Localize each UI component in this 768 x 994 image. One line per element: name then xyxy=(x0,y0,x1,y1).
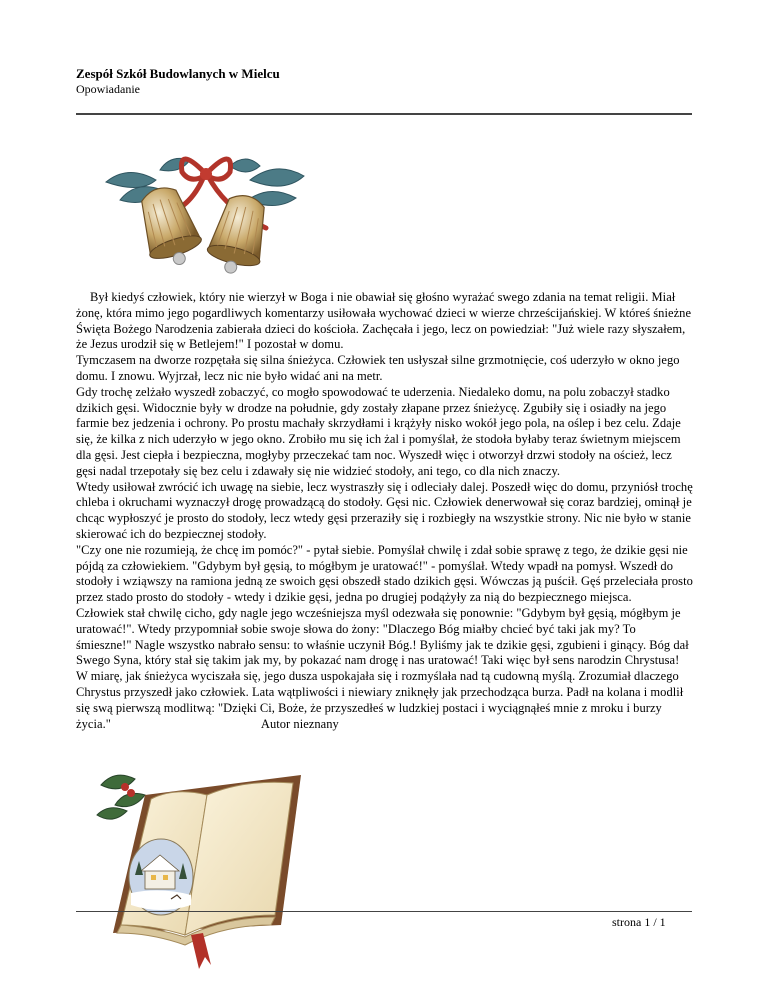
page-number: strona 1 / 1 xyxy=(612,915,666,929)
header-divider xyxy=(76,113,692,115)
document-header xyxy=(76,66,692,97)
story-paragraph-text: W miarę, jak śnieżyca wyciszała się, jego dusza uspokajała się i rozmyślała nad tą cudowną myślą. Zrozumiał dlaczego Chrystus przyszedł jako człowiek. Lata wątpliwości i niewiary zniknęły jak przechodząca burza. Padł na kolana i modlił się swą pierwszą modlitwą: "Dzięki Ci, Boże, że przyszedłeś w ludzkiej postaci i wyciągnąłeś mnie z mroku i burzy życia." xyxy=(76,669,684,731)
author-credit: Autor nieznany xyxy=(260,716,339,731)
school-name: Zespół Szkół Budowlanych w Mielcu xyxy=(76,66,280,81)
story-paragraph: Był kiedyś człowiek, który nie wierzył w Boga i nie obawiał się głośno wyrażać swego zdania na temat religii. Miał żonę, która mimo jego pogardliwych komentarzy usiłowała wychować dzieci w wierze chrześcijańskiej. W któreś śnieżne Święta Bożego Narodzenia zabierała dzieci do kościoła. Zachęcała i jego, lecz on powiedział: "Już wiele razy słyszałem, że Jezus urodził się w Betlejem!" I pozostał w domu. xyxy=(76,290,692,352)
story-paragraph: "Czy one nie rozumieją, że chcę im pomóc?" - pytał siebie. Pomyślał chwilę i zdał sobie sprawę z tego, że dzikie gęsi nie pójdą za człowiekiem. "Gdybym był gęsią, to mógłbym je uratować!" - pomyślał. Wtedy wpadł na pomysł. Wszedł do stodoły i wziąwszy na ramiona jedną ze swoich gęsi obszedł stado dzikich gęsi. Wówczas ją puścił. Gęś przeleciała prosto przez stado prosto do stodoły - wtedy i dzikie gęsi, jedna po drugiej podążyły za nią do bezpiecznego miejsca. xyxy=(76,542,693,605)
story-body xyxy=(76,290,694,732)
story-paragraph: Gdy trochę zelżało wyszedł zobaczyć, co mogło spowodować te uderzenia. Niedaleko domu, na polu zobaczył stadko dzikich gęsi. Widocznie były w drodze na południe, gdy zostały złapane przez śnieżycę. Zgubiły się i osiadły na jego farmie bez jedzenia i ochrony. Po prostu machały skrzydłami i krążyły nisko wokół jego pola, na oślep i bez celu. Zdaje się, że kilka z nich uderzyło w jego okno. Zrobiło mu się ich żal i pomyślał, że stodoła byłaby teraz świetnym miejscem dla gęsi. Jest ciepła i bezpieczna, mogłyby przeczekać tam noc. Wyszedł więc i otworzył drzwi stodoły na oścież, lecz gęsi nadal trzepotały się bez celu i zdawały się nie widzieć stodoły, ani tego, co dla nich znaczy. xyxy=(76,384,681,478)
story-paragraph: Tymczasem na dworze rozpętała się silna śnieżyca. Człowiek ten usłyszał silne grzmotnięcie, coś uderzyło w okno jego domu. I znowu. Wyjrzał, lecz nic nie było widać ani na metr. xyxy=(76,353,680,383)
story-paragraph: Wtedy usiłował zwrócić ich uwagę na siebie, lecz wystraszły się i odleciały dalej. Poszedł więc do domu, przyniósł trochę chleba i okruchami wyznaczył drogę prowadzącą do stodoły. Gęsi nic. Człowiek denerwował się coraz bardziej, ominął je chcąc wypłoszyć je prosto do stodoły, lecz wtedy gęsi przeraziły się i rozbiegły na wszystkie strony. Nic nie było w stanie skierować ich do bezpiecznej stodoły. xyxy=(76,479,693,541)
document-type: Opowiadanie xyxy=(76,82,140,96)
story-paragraph-last xyxy=(76,669,694,732)
open-book-image xyxy=(95,765,310,975)
story-paragraph: Człowiek stał chwilę cicho, gdy nagle jego wcześniejsza myśl odezwała się ponownie: "Gdybym był gęsią, mógłbym je uratować!". Wtedy przypomniał sobie swoje słowa do żony: "Dlaczego Bóg miałby chcieć być taki jak my? To śmieszne!" Nagle wszystko nabrało sensu: to właśnie uczynił Bóg.! Byliśmy jak te dzikie gęsi, zgubieni i ginący. Bóg dał Swego Syna, który stał się takim jak my, by pokazać nam drogę i nas uratować! Taki więc był sens narodzin Chrystusa! xyxy=(76,605,689,668)
christmas-bells-image xyxy=(100,150,310,285)
footer-divider xyxy=(76,911,692,912)
